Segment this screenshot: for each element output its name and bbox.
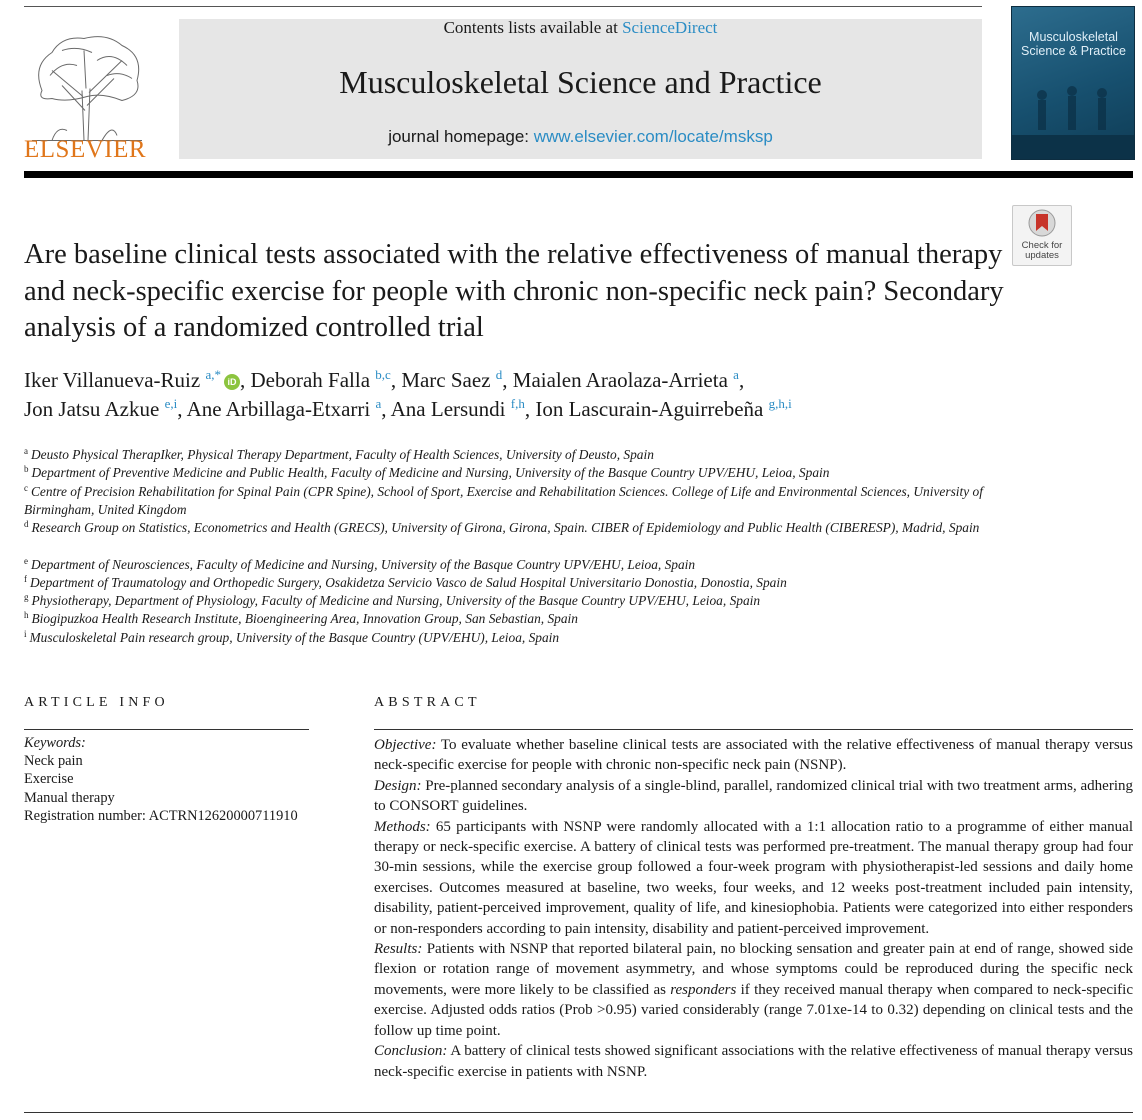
authors-line-1: Iker Villanueva-Ruiz $^{a,*}$ iD , Deborah Falla $^{b,c}$, Marc Saez $^d$, Maialen Araolaza-Arrieta $^a$, [24, 367, 745, 392]
affiliation-letter: b [24, 464, 29, 474]
results-text-a: Patients with NSNP that reported bilateral pain, no blocking sensation and greater pain at end of range, showed side flexion or rotation range of movement asymmetry, and whose symptoms could be reproduced during the specific neck movements, were more likely to be classified as [374, 941, 1133, 998]
check-for-updates-label: Check for updates [1021, 240, 1063, 261]
affiliation-text: Biogipuzkoa Health Research Institute, Bioengineering Area, Innovation Group, San Sebastian, Spain [31, 611, 578, 626]
author-name[interactable]: Deborah Falla [250, 368, 371, 392]
affiliation-letter: g [24, 592, 29, 602]
conclusion-label: Conclusion: [374, 1043, 448, 1060]
results-label: Results: [374, 941, 423, 958]
objective-label: Objective: [374, 737, 437, 753]
affiliation-text: Department of Preventive Medicine and Public Health, Faculty of Medicine and Nursing, University of the Basque Country UPV/EHU, Leioa, Spain [31, 465, 830, 480]
results-text-b: if they received manual therapy when compared to neck-specific exercise. Adjusted odds ratios (Prob >0.95) varied considerably (range 7.01xe-14 to 0.32) depending on clinical tests and the follow up time point. [374, 981, 1134, 1039]
bookmark-icon [1013, 206, 1071, 242]
article-title: Are baseline clinical tests associated with the relative effectiveness of manual therapy and neck-specific exercise for people with chronic non-specific neck pain? Secondary analysis of a randomized controlled trial [24, 239, 1004, 343]
author-affiliation-sup[interactable]: d [495, 367, 503, 382]
keyword[interactable]: Neck pain [24, 753, 83, 769]
affiliation-text: Deusto Physical TherapIker, Physical Therapy Department, Faculty of Health Sciences, University of Deusto, Spain [31, 447, 654, 462]
affiliation-letter: e [24, 556, 28, 566]
affiliation-text: Physiotherapy, Department of Physiology, Faculty of Medicine and Nursing, University of the Basque Country UPV/EHU, Leioa, Spain [31, 593, 761, 608]
journal-title: Musculoskeletal Science and Practice [339, 64, 822, 100]
author-name[interactable]: Ane Arbillaga-Etxarri [186, 397, 371, 421]
homepage-link[interactable]: www.elsevier.com/locate/msksp [533, 127, 773, 146]
affiliation-letter: a [24, 446, 28, 456]
keyword[interactable]: Exercise [24, 771, 74, 787]
affiliation-text: Department of Neurosciences, Faculty of Medicine and Nursing, University of the Basque Country UPV/EHU, Leioa, Spain [31, 557, 696, 572]
author-name[interactable]: Ion Lascurain-Aguirrebeña [535, 397, 764, 421]
author-name[interactable]: Iker Villanueva-Ruiz [24, 368, 201, 392]
affiliation [24, 625, 994, 647]
homepage-prefix: journal homepage: [388, 127, 534, 146]
author-affiliation-sup[interactable]: a [375, 396, 382, 411]
affiliation-text: Centre of Precision Rehabilitation for Spinal Pain (CPR Spine), School of Sport, Exercise and Rehabilitation Sciences. College of Life and Environmental Sciences, University of Birmingham, United Kingdom [24, 484, 983, 517]
author-name[interactable]: Maialen Araolaza-Arrieta [512, 368, 728, 392]
affiliation [24, 479, 994, 519]
abstract-body [374, 735, 1133, 1082]
abstract-design [374, 776, 1133, 817]
author-affiliation-sup[interactable]: a,* [205, 367, 221, 382]
article-info-heading: ARTICLE INFO [24, 695, 169, 710]
author-affiliation-sup[interactable]: e,i [164, 396, 178, 411]
author-affiliation-sup[interactable]: f,h [510, 396, 525, 411]
elsevier-wordmark: ELSEVIER [24, 136, 147, 163]
top-rule [24, 6, 982, 7]
registration-number: Registration number: ACTRN12620000711910 [24, 808, 298, 824]
affiliation-letter: f [24, 574, 27, 584]
author-affiliation-sup[interactable]: a [733, 367, 739, 382]
affiliation-letter: c [24, 483, 28, 493]
author-name[interactable]: Ana Lersundi [390, 397, 506, 421]
homepage-line [179, 127, 982, 147]
objective-text: To evaluate whether baseline clinical tests are associated with the relative effectiveness of manual therapy versus neck-specific exercise for people with chronic non-specific neck pain (NSNP). [374, 737, 1133, 774]
author-name[interactable]: Marc Saez [401, 368, 491, 392]
contents-line [179, 18, 982, 38]
affiliation-text: Department of Traumatology and Orthopedic Surgery, Osakidetza Servicio Vasco de Salud Hospital Universitario Donostia, Donostia, Spain [30, 575, 787, 590]
abstract-rule [374, 729, 1133, 730]
author-affiliation-sup[interactable]: g,h,i [768, 396, 792, 411]
affiliation [24, 515, 994, 537]
contents-prefix: Contents lists available at [443, 18, 623, 37]
authors-line-2: Jon Jatsu Azkue $^{e,i}$, Ane Arbillaga-Etxarri $^a$, Ana Lersundi $^{f,h}$, Ion Lascurain-Aguirrebeña $^{g,h,i}$ [24, 396, 792, 421]
abstract-objective [374, 735, 1133, 776]
design-label: Design: [374, 777, 422, 794]
affiliation-letter: d [24, 519, 29, 529]
orcid-icon[interactable]: iD [224, 374, 240, 390]
affiliation-text: Musculoskeletal Pain research group, University of the Basque Country (UPV/EHU), Leioa, Spain [29, 630, 560, 645]
author-affiliation-sup[interactable]: b,c [375, 367, 391, 382]
article-info-rule [24, 729, 309, 730]
methods-text: 65 participants with NSNP were randomly allocated with a 1:1 allocation ratio to a programme of either manual therapy or neck-specific exercise. A battery of clinical tests was performed pre-treatment. The manual therapy group had four 30-min sessions, while the exercise group followed a four-week program with physiotherapist-led sessions and daily home exercises. Outcomes measured at baseline, two weeks, four weeks, and 12 weeks post-treatment included pain intensity, disability, patient-perceived improvement, quality of life, and kinesiophobia. Patients were categorized into either responders or non-responders according to pain intensity, disability and patient-perceived improvement. [374, 818, 1133, 937]
affiliation-letter: i [24, 629, 27, 639]
abstract-methods [374, 817, 1133, 939]
methods-label: Methods: [374, 818, 431, 835]
author-name[interactable]: Jon Jatsu Azkue [24, 397, 160, 421]
conclusion-text: A battery of clinical tests showed significant associations with the relative effectiveness of manual therapy versus neck-specific exercise in patients with NSNP. [374, 1043, 1133, 1080]
cover-title: Musculoskeletal Science & Practice [1021, 30, 1126, 58]
keyword[interactable]: Manual therapy [24, 790, 115, 806]
bottom-rule [24, 1112, 1133, 1113]
design-text: Pre-planned secondary analysis of a single-blind, parallel, randomized clinical trial with two treatment arms, adhering to CONSORT guidelines. [374, 777, 1133, 815]
results-emphasis: responders [670, 981, 737, 998]
header-thick-rule [24, 171, 1133, 178]
keywords-label: Keywords: [24, 735, 86, 751]
affiliation-letter: h [24, 610, 29, 620]
abstract-heading: ABSTRACT [374, 695, 481, 710]
affiliation-text: Research Group on Statistics, Econometrics and Health (GRECS), University of Girona, Girona, Spain. CIBER of Epidemiology and Public Health (CIBERESP), Madrid, Spain [31, 520, 980, 535]
abstract-conclusion [374, 1041, 1133, 1082]
sciencedirect-link[interactable]: ScienceDirect [622, 18, 718, 37]
abstract-results [374, 939, 1133, 1041]
